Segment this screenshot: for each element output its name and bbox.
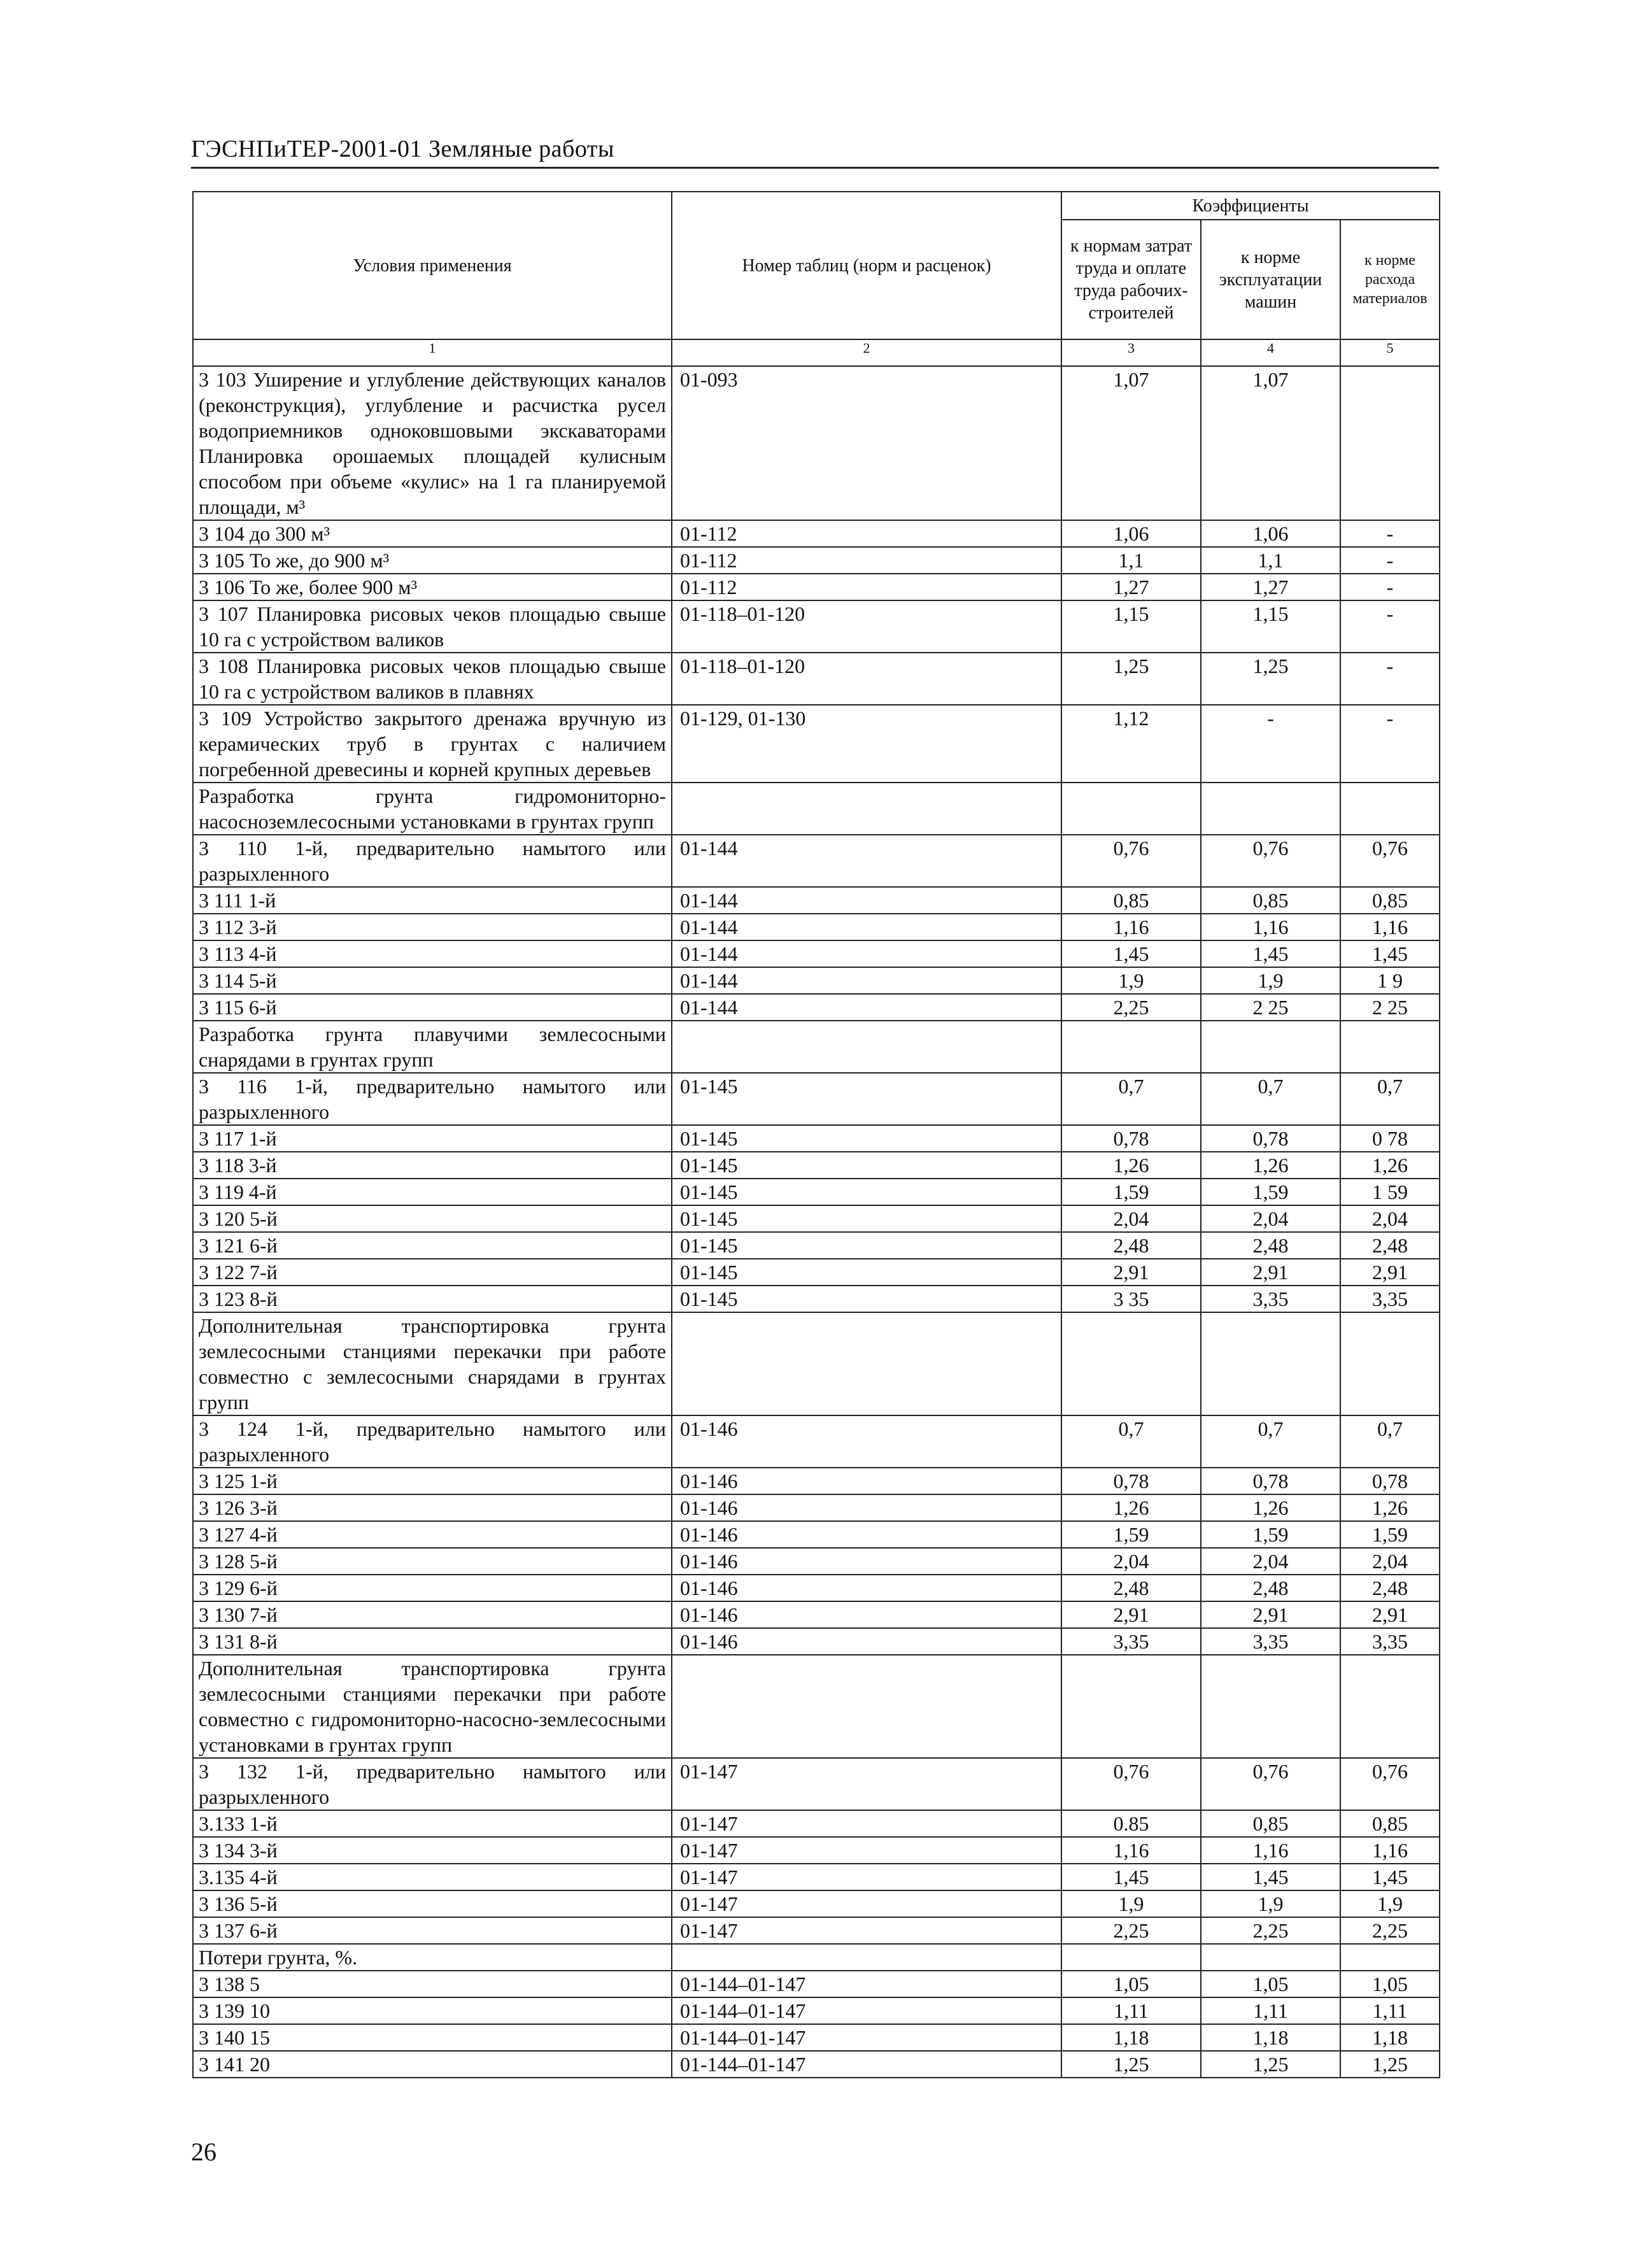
labor-coefficient-cell: 2,48 [1061, 1575, 1201, 1601]
table-row [193, 835, 1440, 887]
column-number: 4 [1201, 339, 1340, 366]
column-header-machines: к норме эксплуатации машин [1201, 220, 1340, 339]
table-number-cell: 01-144 [672, 835, 1061, 887]
machine-coefficient-cell: 1,11 [1201, 1997, 1340, 2024]
table-row [193, 783, 1440, 835]
machine-coefficient-cell [1201, 783, 1340, 835]
table-row [193, 653, 1440, 705]
labor-coefficient-cell: 1,27 [1061, 574, 1201, 600]
material-coefficient-cell: - [1340, 520, 1440, 547]
table-number-cell [672, 1944, 1061, 1971]
table-row [193, 1944, 1440, 1971]
condition-cell: 3.135 4-й [193, 1864, 672, 1890]
table-row [193, 1548, 1440, 1575]
table-number-cell: 01-118–01-120 [672, 600, 1061, 653]
machine-coefficient-cell: 1,16 [1201, 1837, 1340, 1864]
labor-coefficient-cell: 1,11 [1061, 1997, 1201, 2024]
table-number-cell: 01-144–01-147 [672, 1997, 1061, 2024]
table-number-cell: 01-146 [672, 1575, 1061, 1601]
machine-coefficient-cell: 1,25 [1201, 653, 1340, 705]
table-row [193, 1259, 1440, 1286]
material-coefficient-cell: 2,48 [1340, 1232, 1440, 1259]
table-body [193, 366, 1440, 2078]
labor-coefficient-cell: 3,35 [1061, 1628, 1201, 1655]
table-row [193, 520, 1440, 547]
table-number-cell: 01-146 [672, 1548, 1061, 1575]
machine-coefficient-cell: 0,76 [1201, 835, 1340, 887]
material-coefficient-cell: 2,04 [1340, 1548, 1440, 1575]
labor-coefficient-cell: 0,85 [1061, 887, 1201, 914]
labor-coefficient-cell: 2,25 [1061, 1917, 1201, 1944]
condition-cell: 3 115 6-й [193, 994, 672, 1021]
condition-cell: 3 132 1-й, предварительно намытого или разрыхленного [193, 1758, 672, 1810]
material-coefficient-cell: 2,04 [1340, 1205, 1440, 1232]
labor-coefficient-cell: 1,07 [1061, 366, 1201, 520]
table-number-cell: 01-145 [672, 1125, 1061, 1152]
labor-coefficient-cell: 1,59 [1061, 1521, 1201, 1548]
condition-cell: 3 129 6-й [193, 1575, 672, 1601]
condition-cell: 3 104 до 300 м³ [193, 520, 672, 547]
table-row [193, 1415, 1440, 1468]
material-coefficient-cell: 1 9 [1340, 967, 1440, 994]
condition-cell: 3 127 4-й [193, 1521, 672, 1548]
condition-cell: 3 128 5-й [193, 1548, 672, 1575]
table-row [193, 1152, 1440, 1179]
table-number-cell: 01-146 [672, 1521, 1061, 1548]
table-number-cell: 01-147 [672, 1864, 1061, 1890]
material-coefficient-cell: 1,45 [1340, 1864, 1440, 1890]
condition-cell: 3 121 6-й [193, 1232, 672, 1259]
page-number: 26 [191, 2137, 216, 2166]
column-header-conditions: Условия применения [193, 192, 672, 339]
table-row [193, 1232, 1440, 1259]
machine-coefficient-cell: 0,7 [1201, 1415, 1340, 1468]
material-coefficient-cell: 1,25 [1340, 2051, 1440, 2078]
material-coefficient-cell: 0,85 [1340, 887, 1440, 914]
material-coefficient-cell: 2,91 [1340, 1259, 1440, 1286]
material-coefficient-cell: 0,76 [1340, 1758, 1440, 1810]
table-row [193, 1917, 1440, 1944]
material-coefficient-cell: 3,35 [1340, 1286, 1440, 1312]
condition-cell: Дополнительная транспортировка грунта землесосными станциями перекачки при работе совместно с землесосными снарядами в грунтах групп [193, 1312, 672, 1415]
material-coefficient-cell [1340, 1312, 1440, 1415]
material-coefficient-cell: 1,18 [1340, 2024, 1440, 2051]
material-coefficient-cell: - [1340, 574, 1440, 600]
column-number: 1 [193, 339, 672, 366]
condition-cell: 3 131 8-й [193, 1628, 672, 1655]
condition-cell: 3 140 15 [193, 2024, 672, 2051]
machine-coefficient-cell: 0,7 [1201, 1073, 1340, 1125]
material-coefficient-cell [1340, 1021, 1440, 1073]
material-coefficient-cell: 1,26 [1340, 1152, 1440, 1179]
table-number-cell: 01-146 [672, 1601, 1061, 1628]
material-coefficient-cell: 1,16 [1340, 1837, 1440, 1864]
condition-cell: 3 106 То же, более 900 м³ [193, 574, 672, 600]
condition-cell: 3 124 1-й, предварительно намытого или разрыхленного [193, 1415, 672, 1468]
machine-coefficient-cell: 3,35 [1201, 1628, 1340, 1655]
table-number-cell: 01-112 [672, 547, 1061, 574]
condition-cell: Разработка грунта гидромониторно-насосноземлесосными установками в грунтах групп [193, 783, 672, 835]
machine-coefficient-cell: 1,59 [1201, 1179, 1340, 1205]
table-number-cell [672, 1312, 1061, 1415]
machine-coefficient-cell: 2 25 [1201, 994, 1340, 1021]
condition-cell: 3 118 3-й [193, 1152, 672, 1179]
material-coefficient-cell: 0,7 [1340, 1073, 1440, 1125]
machine-coefficient-cell: 1,16 [1201, 914, 1340, 940]
condition-cell: 3 134 3-й [193, 1837, 672, 1864]
labor-coefficient-cell: 2,04 [1061, 1548, 1201, 1575]
labor-coefficient-cell: 2,25 [1061, 994, 1201, 1021]
table-number-cell [672, 1021, 1061, 1073]
condition-cell: Разработка грунта плавучими землесосными снарядами в грунтах групп [193, 1021, 672, 1073]
material-coefficient-cell: 2 25 [1340, 994, 1440, 1021]
table-number-cell: 01-147 [672, 1890, 1061, 1917]
machine-coefficient-cell: - [1201, 705, 1340, 783]
column-number: 2 [672, 339, 1061, 366]
machine-coefficient-cell: 2,04 [1201, 1205, 1340, 1232]
material-coefficient-cell: 1,9 [1340, 1890, 1440, 1917]
labor-coefficient-cell: 1,25 [1061, 2051, 1201, 2078]
header-rule [191, 167, 1439, 169]
machine-coefficient-cell: 2,91 [1201, 1259, 1340, 1286]
labor-coefficient-cell: 0,78 [1061, 1468, 1201, 1494]
material-coefficient-cell [1340, 1655, 1440, 1758]
material-coefficient-cell: 1,16 [1340, 914, 1440, 940]
machine-coefficient-cell: 1,05 [1201, 1971, 1340, 1997]
machine-coefficient-cell: 1,07 [1201, 366, 1340, 520]
table-number-cell: 01-145 [672, 1286, 1061, 1312]
table-row [193, 1655, 1440, 1758]
table-number-cell: 01-144 [672, 940, 1061, 967]
machine-coefficient-cell [1201, 1312, 1340, 1415]
labor-coefficient-cell: 1,16 [1061, 1837, 1201, 1864]
labor-coefficient-cell: 1,15 [1061, 600, 1201, 653]
material-coefficient-cell: 0,7 [1340, 1415, 1440, 1468]
table-number-cell: 01-146 [672, 1628, 1061, 1655]
material-coefficient-cell [1340, 1944, 1440, 1971]
table-row [193, 1837, 1440, 1864]
condition-cell: 3 112 3-й [193, 914, 672, 940]
table-number-cell: 01-129, 01-130 [672, 705, 1061, 783]
condition-cell: 3 110 1-й, предварительно намытого или разрыхленного [193, 835, 672, 887]
table-row [193, 1864, 1440, 1890]
machine-coefficient-cell: 1,26 [1201, 1494, 1340, 1521]
material-coefficient-cell: 1,05 [1340, 1971, 1440, 1997]
labor-coefficient-cell: 2,91 [1061, 1259, 1201, 1286]
material-coefficient-cell: 1,45 [1340, 940, 1440, 967]
machine-coefficient-cell: 0,78 [1201, 1468, 1340, 1494]
machine-coefficient-cell [1201, 1655, 1340, 1758]
page-header-title: ГЭСНПиТЕР-2001-01 Земляные работы [191, 136, 614, 162]
table-row [193, 2051, 1440, 2078]
material-coefficient-cell: 0,85 [1340, 1810, 1440, 1837]
machine-coefficient-cell: 0,78 [1201, 1125, 1340, 1152]
condition-cell: 3 114 5-й [193, 967, 672, 994]
table-number-cell: 01-146 [672, 1494, 1061, 1521]
column-header-coefficients: Коэффициенты [1061, 192, 1440, 220]
machine-coefficient-cell: 2,48 [1201, 1232, 1340, 1259]
table-row [193, 1758, 1440, 1810]
machine-coefficient-cell [1201, 1944, 1340, 1971]
labor-coefficient-cell: 1,1 [1061, 547, 1201, 574]
condition-cell: 3.133 1-й [193, 1810, 672, 1837]
coefficients-table [192, 191, 1440, 2078]
column-number-row [193, 339, 1440, 366]
labor-coefficient-cell: 1,26 [1061, 1494, 1201, 1521]
table-number-cell: 01-144 [672, 914, 1061, 940]
material-coefficient-cell: 0 78 [1340, 1125, 1440, 1152]
condition-cell: 3 122 7-й [193, 1259, 672, 1286]
labor-coefficient-cell [1061, 1655, 1201, 1758]
table-row [193, 2024, 1440, 2051]
machine-coefficient-cell: 1,9 [1201, 967, 1340, 994]
labor-coefficient-cell: 0,78 [1061, 1125, 1201, 1152]
column-number: 5 [1340, 339, 1440, 366]
labor-coefficient-cell: 2,48 [1061, 1232, 1201, 1259]
table-number-cell: 01-145 [672, 1073, 1061, 1125]
table-number-cell: 01-144–01-147 [672, 2024, 1061, 2051]
table-row [193, 1971, 1440, 1997]
labor-coefficient-cell: 1,16 [1061, 914, 1201, 940]
labor-coefficient-cell: 2,04 [1061, 1205, 1201, 1232]
condition-cell: 3 139 10 [193, 1997, 672, 2024]
labor-coefficient-cell: 0.85 [1061, 1810, 1201, 1837]
table-number-cell [672, 783, 1061, 835]
machine-coefficient-cell: 1,27 [1201, 574, 1340, 600]
table-row [193, 967, 1440, 994]
table-number-cell: 01-145 [672, 1259, 1061, 1286]
table-number-cell: 01-145 [672, 1232, 1061, 1259]
column-header-materials: к норме расхода материалов [1340, 220, 1440, 339]
table-row [193, 705, 1440, 783]
table-row [193, 1179, 1440, 1205]
machine-coefficient-cell: 0,85 [1201, 887, 1340, 914]
table-number-cell: 01-146 [672, 1468, 1061, 1494]
material-coefficient-cell: 0,78 [1340, 1468, 1440, 1494]
condition-cell: 3 119 4-й [193, 1179, 672, 1205]
table-row [193, 1021, 1440, 1073]
labor-coefficient-cell: 1,18 [1061, 2024, 1201, 2051]
condition-cell: 3 108 Планировка рисовых чеков площадью свыше 10 га с устройством валиков в плавнях [193, 653, 672, 705]
machine-coefficient-cell: 1,45 [1201, 940, 1340, 967]
condition-cell: 3 130 7-й [193, 1601, 672, 1628]
table-row [193, 574, 1440, 600]
material-coefficient-cell: 1,11 [1340, 1997, 1440, 2024]
condition-cell: Потери грунта, %. [193, 1944, 672, 1971]
labor-coefficient-cell: 3 35 [1061, 1286, 1201, 1312]
labor-coefficient-cell: 0,76 [1061, 835, 1201, 887]
labor-coefficient-cell: 0,76 [1061, 1758, 1201, 1810]
material-coefficient-cell [1340, 783, 1440, 835]
condition-cell: 3 105 То же, до 900 м³ [193, 547, 672, 574]
machine-coefficient-cell: 2,04 [1201, 1548, 1340, 1575]
column-header-table-number: Номер таблиц (норм и расценок) [672, 192, 1061, 339]
table-row [193, 547, 1440, 574]
table-row [193, 600, 1440, 653]
table-row [193, 1494, 1440, 1521]
condition-cell: 3 125 1-й [193, 1468, 672, 1494]
table-row [193, 1468, 1440, 1494]
machine-coefficient-cell: 1,59 [1201, 1521, 1340, 1548]
labor-coefficient-cell: 0,7 [1061, 1073, 1201, 1125]
table-number-cell: 01-144 [672, 887, 1061, 914]
material-coefficient-cell: 2,91 [1340, 1601, 1440, 1628]
condition-cell: 3 117 1-й [193, 1125, 672, 1152]
table-row [193, 1286, 1440, 1312]
condition-cell: 3 113 4-й [193, 940, 672, 967]
machine-coefficient-cell: 1,15 [1201, 600, 1340, 653]
labor-coefficient-cell: 1,12 [1061, 705, 1201, 783]
labor-coefficient-cell [1061, 1944, 1201, 1971]
table-row [193, 366, 1440, 520]
labor-coefficient-cell: 0,7 [1061, 1415, 1201, 1468]
condition-cell: 3 141 20 [193, 2051, 672, 2078]
labor-coefficient-cell: 1,05 [1061, 1971, 1201, 1997]
condition-cell: Дополнительная транспортировка грунта землесосными станциями перекачки при работе совместно с гидромониторно-насосно-землесосными установками в грунтах групп [193, 1655, 672, 1758]
material-coefficient-cell: 1,26 [1340, 1494, 1440, 1521]
machine-coefficient-cell: 1,25 [1201, 2051, 1340, 2078]
labor-coefficient-cell: 1,25 [1061, 653, 1201, 705]
condition-cell: 3 109 Устройство закрытого дренажа вручную из керамических труб в грунтах с наличием погребенной древесины и корней крупных деревьев [193, 705, 672, 783]
table-number-cell: 01-147 [672, 1837, 1061, 1864]
machine-coefficient-cell: 1,9 [1201, 1890, 1340, 1917]
table-row [193, 1601, 1440, 1628]
table-number-cell: 01-146 [672, 1415, 1061, 1468]
material-coefficient-cell: - [1340, 705, 1440, 783]
condition-cell: 3 120 5-й [193, 1205, 672, 1232]
condition-cell: 3 103 Уширение и углубление действующих каналов (реконструкция), углубление и расчистка русел водоприемников одноковшовыми экскаваторами Планировка орошаемых площадей кулисным способом при объеме «кулис» на 1 га планируемой площади, м³ [193, 366, 672, 520]
labor-coefficient-cell: 2,91 [1061, 1601, 1201, 1628]
labor-coefficient-cell: 1,06 [1061, 520, 1201, 547]
table-number-cell: 01-112 [672, 574, 1061, 600]
material-coefficient-cell: 3,35 [1340, 1628, 1440, 1655]
table-row [193, 994, 1440, 1021]
material-coefficient-cell: - [1340, 653, 1440, 705]
labor-coefficient-cell: 1,9 [1061, 967, 1201, 994]
machine-coefficient-cell: 0,76 [1201, 1758, 1340, 1810]
table-number-cell: 01-144 [672, 994, 1061, 1021]
labor-coefficient-cell [1061, 783, 1201, 835]
material-coefficient-cell: 2,25 [1340, 1917, 1440, 1944]
machine-coefficient-cell: 1,1 [1201, 547, 1340, 574]
table-number-cell: 01-145 [672, 1205, 1061, 1232]
table-row [193, 914, 1440, 940]
labor-coefficient-cell [1061, 1021, 1201, 1073]
material-coefficient-cell: 1 59 [1340, 1179, 1440, 1205]
table-row [193, 1312, 1440, 1415]
table-row [193, 1890, 1440, 1917]
labor-coefficient-cell: 1,45 [1061, 940, 1201, 967]
machine-coefficient-cell: 3,35 [1201, 1286, 1340, 1312]
table-number-cell: 01-112 [672, 520, 1061, 547]
table-row [193, 1575, 1440, 1601]
table-row [193, 940, 1440, 967]
material-coefficient-cell: - [1340, 600, 1440, 653]
table-row [193, 1810, 1440, 1837]
table-row [193, 887, 1440, 914]
condition-cell: 3 107 Планировка рисовых чеков площадью свыше 10 га с устройством валиков [193, 600, 672, 653]
material-coefficient-cell [1340, 366, 1440, 520]
table-row [193, 1521, 1440, 1548]
coefficients-table-wrapper [192, 191, 1439, 2078]
material-coefficient-cell: 0,76 [1340, 835, 1440, 887]
condition-cell: 3 123 8-й [193, 1286, 672, 1312]
column-header-labor: к нормам затрат труда и оплате труда рабочих-строителей [1061, 220, 1201, 339]
table-number-cell: 01-145 [672, 1152, 1061, 1179]
labor-coefficient-cell [1061, 1312, 1201, 1415]
table-number-cell: 01-147 [672, 1810, 1061, 1837]
condition-cell: 3 126 3-й [193, 1494, 672, 1521]
labor-coefficient-cell: 1,9 [1061, 1890, 1201, 1917]
column-number: 3 [1061, 339, 1201, 366]
machine-coefficient-cell [1201, 1021, 1340, 1073]
material-coefficient-cell: 1,59 [1340, 1521, 1440, 1548]
table-row [193, 1125, 1440, 1152]
table-row [193, 1628, 1440, 1655]
material-coefficient-cell: - [1340, 547, 1440, 574]
machine-coefficient-cell: 1,26 [1201, 1152, 1340, 1179]
condition-cell: 3 138 5 [193, 1971, 672, 1997]
table-number-cell: 01-093 [672, 366, 1061, 520]
table-number-cell: 01-144 [672, 967, 1061, 994]
labor-coefficient-cell: 1,45 [1061, 1864, 1201, 1890]
table-number-cell [672, 1655, 1061, 1758]
condition-cell: 3 116 1-й, предварительно намытого или разрыхленного [193, 1073, 672, 1125]
labor-coefficient-cell: 1,59 [1061, 1179, 1201, 1205]
table-number-cell: 01-118–01-120 [672, 653, 1061, 705]
table-number-cell: 01-144–01-147 [672, 2051, 1061, 2078]
condition-cell: 3 137 6-й [193, 1917, 672, 1944]
machine-coefficient-cell: 1,45 [1201, 1864, 1340, 1890]
machine-coefficient-cell: 2,25 [1201, 1917, 1340, 1944]
condition-cell: 3 136 5-й [193, 1890, 672, 1917]
table-number-cell: 01-144–01-147 [672, 1971, 1061, 1997]
machine-coefficient-cell: 0,85 [1201, 1810, 1340, 1837]
condition-cell: 3 111 1-й [193, 887, 672, 914]
machine-coefficient-cell: 1,18 [1201, 2024, 1340, 2051]
table-row [193, 1205, 1440, 1232]
machine-coefficient-cell: 1,06 [1201, 520, 1340, 547]
table-number-cell: 01-145 [672, 1179, 1061, 1205]
table-row [193, 1997, 1440, 2024]
table-number-cell: 01-147 [672, 1917, 1061, 1944]
material-coefficient-cell: 2,48 [1340, 1575, 1440, 1601]
table-number-cell: 01-147 [672, 1758, 1061, 1810]
machine-coefficient-cell: 2,91 [1201, 1601, 1340, 1628]
labor-coefficient-cell: 1,26 [1061, 1152, 1201, 1179]
table-row [193, 1073, 1440, 1125]
machine-coefficient-cell: 2,48 [1201, 1575, 1340, 1601]
